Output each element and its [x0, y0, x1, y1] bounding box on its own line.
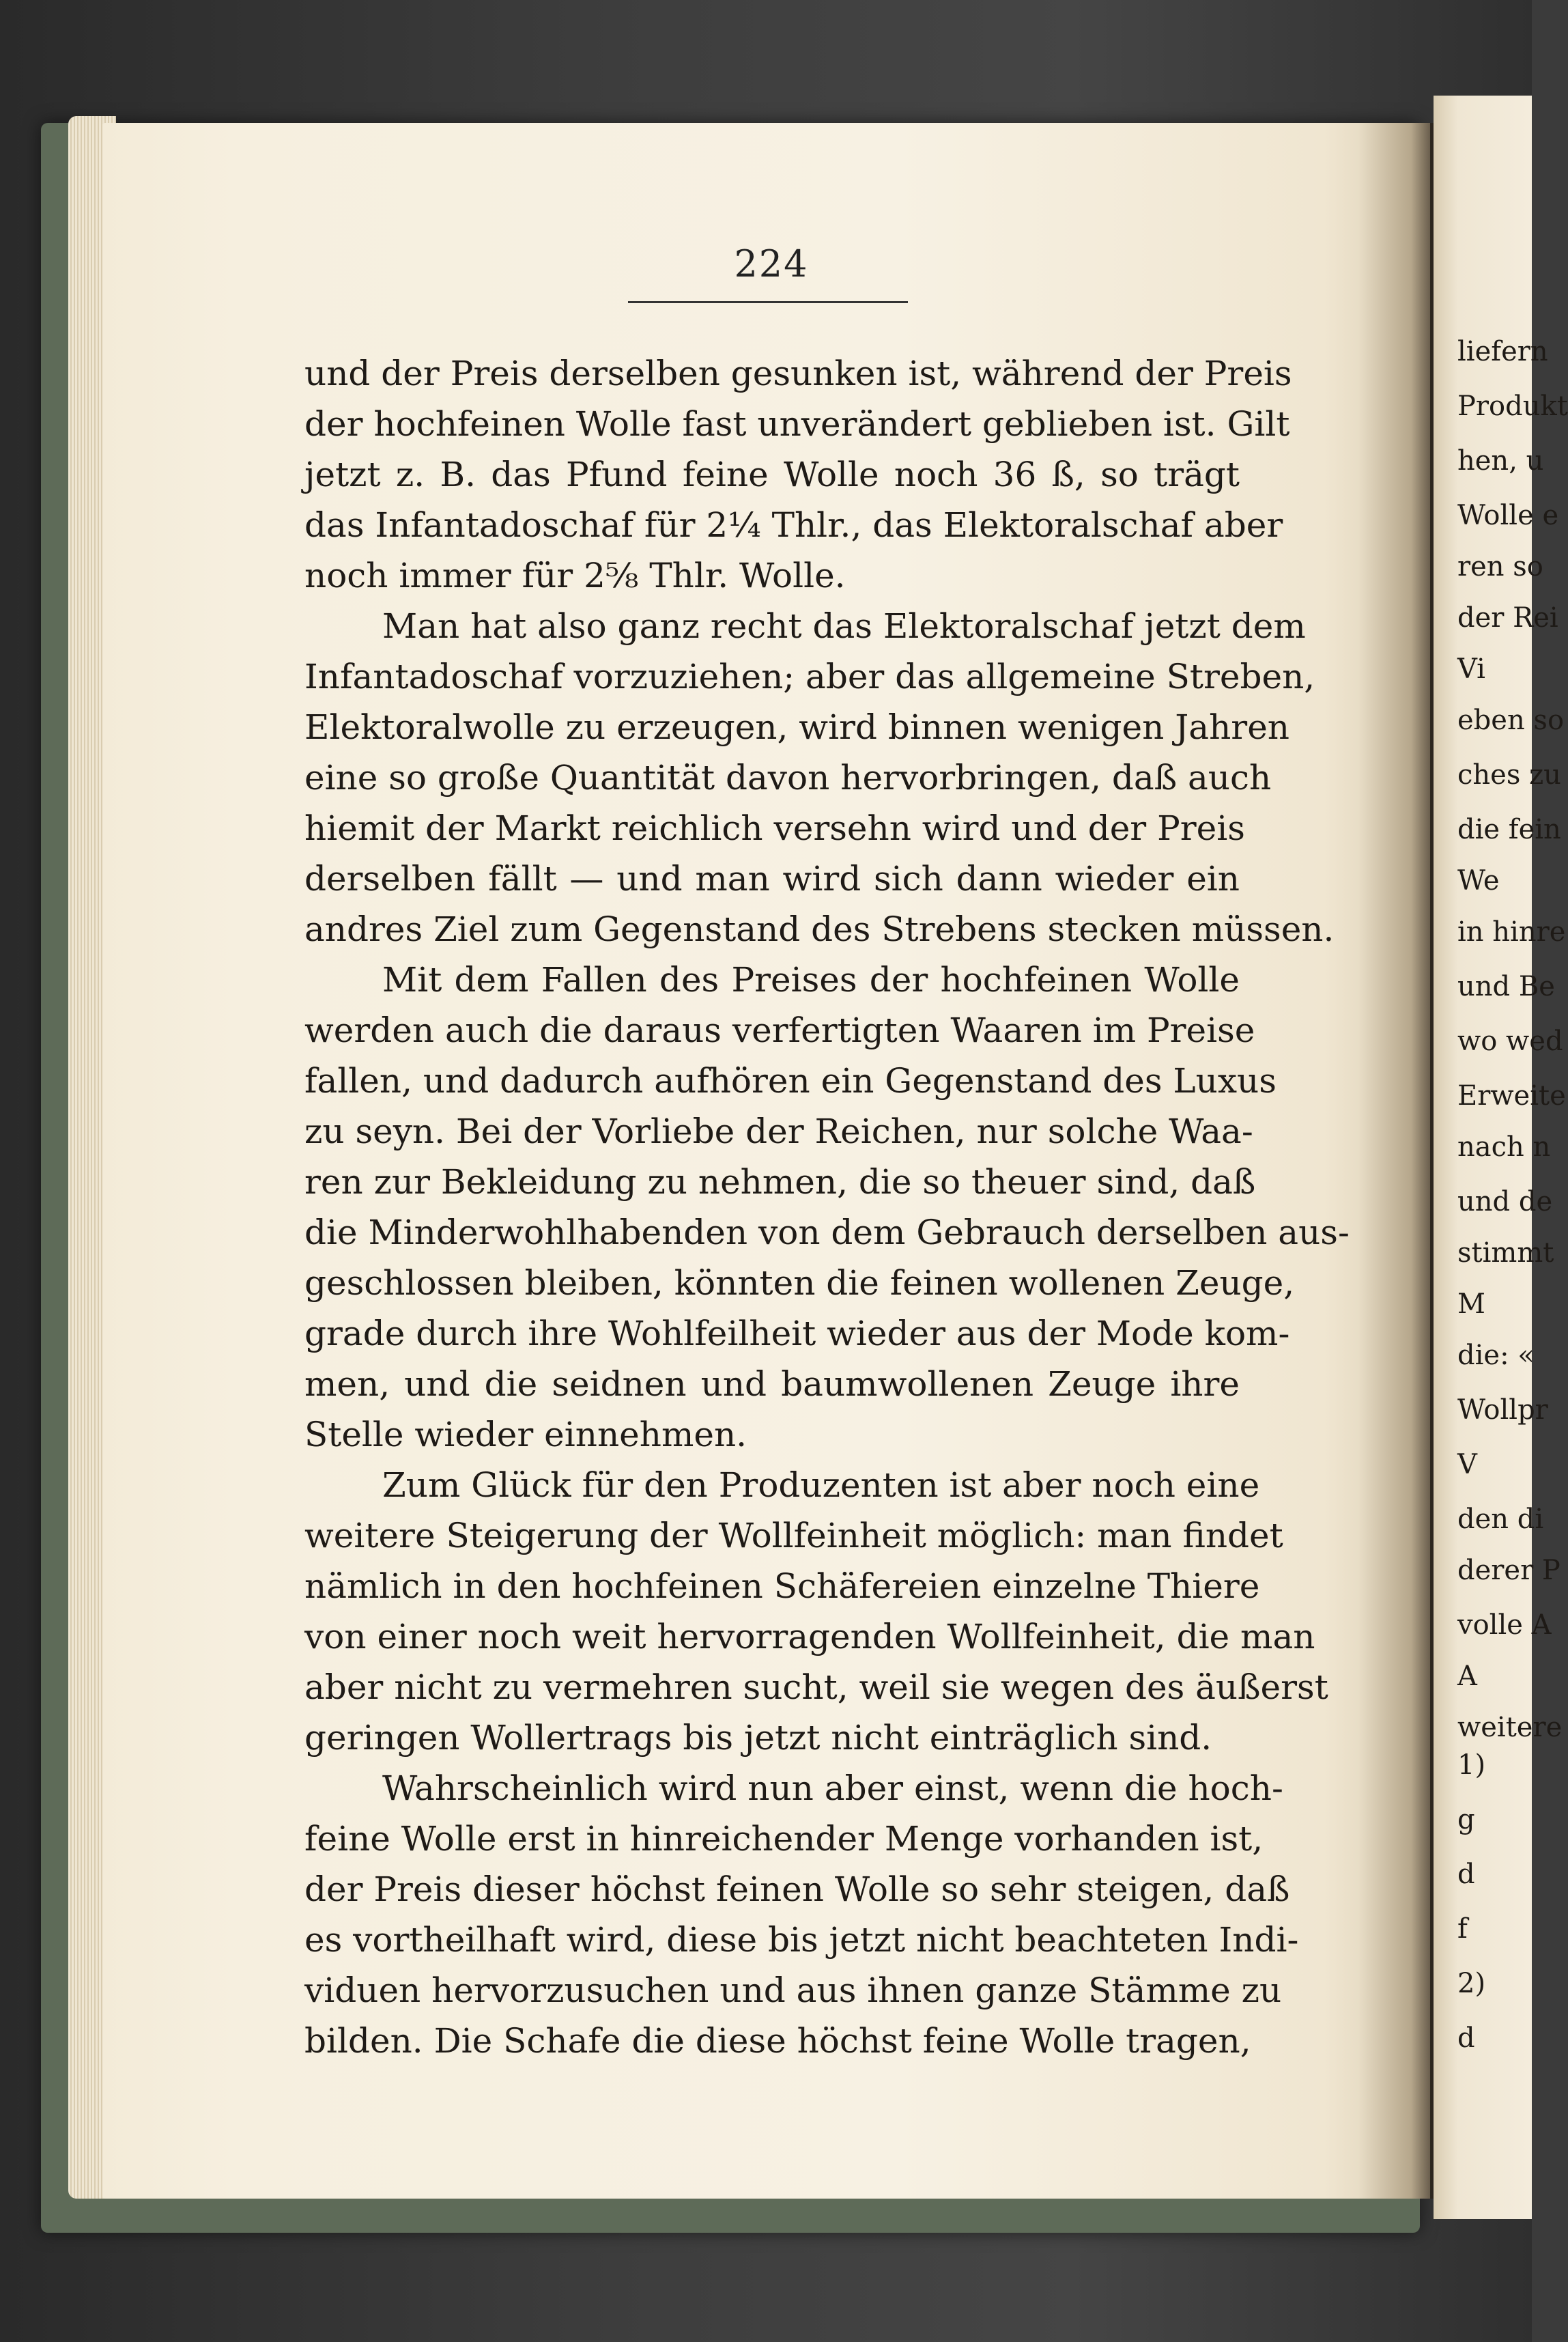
text-line: bilden. Die Schafe die diese höchst feine Wolle tragen,: [304, 2021, 1251, 2061]
facing-page-fragment: hen, u: [1457, 445, 1544, 477]
text-line: Mit dem Fallen des Preises der hochfeinen Wolle: [382, 960, 1240, 1000]
text-line: andres Ziel zum Gegenstand des Strebens stecken müssen.: [304, 909, 1335, 949]
facing-page-fragment: d: [1457, 2022, 1475, 2054]
text-line: zu seyn. Bei der Vorliebe der Reichen, nur solche Waa-: [304, 1112, 1253, 1151]
facing-page-fragment: die: «: [1457, 1340, 1535, 1371]
facing-page-fragment: Produkt: [1457, 391, 1568, 422]
text-line: aber nicht zu vermehren sucht, weil sie wegen des äußerst: [304, 1667, 1328, 1707]
text-line: geringen Wollertrags bis jetzt nicht einträglich sind.: [304, 1718, 1212, 1758]
text-line: Man hat also ganz recht das Elektoralschaf jetzt dem: [382, 606, 1306, 646]
facing-page-fragment: in hinre: [1457, 916, 1566, 948]
facing-page-fragment: weitere: [1457, 1712, 1563, 1743]
text-line: Elektoralwolle zu erzeugen, wird binnen wenigen Jahren: [304, 707, 1289, 747]
facing-page-fragment: ches zu: [1457, 759, 1561, 791]
facing-page-fragment: 2): [1457, 1968, 1486, 1999]
facing-page-fragment: derer P: [1457, 1555, 1560, 1586]
facing-page-fragment: der Rei: [1457, 602, 1558, 634]
text-line: die Minderwohlhabenden von dem Gebrauch derselben aus-: [304, 1213, 1350, 1252]
facing-page-fragment: d: [1457, 1859, 1475, 1890]
facing-page-fragment: nach n: [1457, 1131, 1551, 1163]
text-line: werden auch die daraus verfertigten Waaren im Preise: [304, 1011, 1255, 1050]
facing-page-fragment: die fein: [1457, 814, 1561, 845]
text-line: Zum Glück für den Produzenten ist aber noch eine: [382, 1465, 1260, 1505]
facing-page-fragment: 1): [1457, 1749, 1486, 1781]
text-line: noch immer für 2⅝ Thlr. Wolle.: [304, 556, 846, 595]
text-line: jetzt z. B. das Pfund feine Wolle noch 36 ß, so trägt: [304, 455, 1240, 494]
text-line: derselben fällt — und man wird sich dann wieder ein: [304, 859, 1240, 899]
text-line: Infantadoschaf vorzuziehen; aber das allgemeine Streben,: [304, 657, 1315, 696]
text-line: ren zur Bekleidung zu nehmen, die so theuer sind, daß: [304, 1162, 1256, 1202]
text-line: fallen, und dadurch aufhören ein Gegenstand des Luxus: [304, 1061, 1277, 1101]
text-line: von einer noch weit hervorragenden Wollfeinheit, die man: [304, 1617, 1315, 1656]
text-line: das Infantadoschaf für 2¼ Thlr., das Elektoralschaf aber: [304, 505, 1283, 545]
facing-page-fragment: g: [1457, 1804, 1475, 1835]
text-line: es vortheilhaft wird, diese bis jetzt nicht beachteten Indi-: [304, 1920, 1299, 1960]
facing-page-fragment: den di: [1457, 1504, 1544, 1535]
text-line: der hochfeinen Wolle fast unverändert geblieben ist. Gilt: [304, 404, 1290, 444]
header-rule: [628, 301, 908, 303]
facing-page-fragment: Erweite: [1457, 1080, 1566, 1112]
facing-page-fragment: V: [1457, 1449, 1477, 1480]
text-line: viduen hervorzusuchen und aus ihnen ganze Stämme zu: [304, 1971, 1282, 2010]
facing-page-fragment: We: [1457, 865, 1500, 897]
facing-page-fragment: liefern: [1457, 336, 1548, 367]
text-line: hiemit der Markt reichlich versehn wird und der Preis: [304, 808, 1245, 848]
facing-page-fragment: ren so: [1457, 551, 1543, 582]
text-line: feine Wolle erst in hinreichender Menge vorhanden ist,: [304, 1819, 1264, 1859]
text-line: nämlich in den hochfeinen Schäfereien einzelne Thiere: [304, 1566, 1260, 1606]
text-line: Wahrscheinlich wird nun aber einst, wenn die hoch-: [382, 1768, 1283, 1808]
book-gutter: [1358, 123, 1434, 2199]
text-line: der Preis dieser höchst feinen Wolle so sehr steigen, daß: [304, 1870, 1290, 1909]
text-line: geschlossen bleiben, könnten die feinen wollenen Zeuge,: [304, 1263, 1295, 1303]
facing-page-fragment: volle A: [1457, 1609, 1552, 1641]
facing-page-fragment: Vi: [1457, 653, 1485, 685]
facing-page-fragment: Wolle e: [1457, 500, 1559, 531]
text-line: Stelle wieder einnehmen.: [304, 1415, 747, 1454]
text-line: und der Preis derselben gesunken ist, während der Preis: [304, 354, 1292, 393]
text-line: weitere Steigerung der Wollfeinheit möglich: man findet: [304, 1516, 1283, 1555]
text-line: eine so große Quantität davon hervorbringen, daß auch: [304, 758, 1272, 798]
facing-page-fragment: Wollpr: [1457, 1394, 1548, 1426]
facing-page-fragment: stimmt: [1457, 1237, 1554, 1269]
facing-page-fragment: und de: [1457, 1186, 1553, 1217]
text-line: grade durch ihre Wohlfeilheit wieder aus der Mode kom-: [304, 1314, 1290, 1353]
facing-page-fragment: und Be: [1457, 971, 1555, 1002]
page-number: 224: [734, 242, 809, 285]
facing-page-fragment: eben so: [1457, 705, 1565, 736]
text-line: men, und die seidnen und baumwollenen Zeuge ihre: [304, 1364, 1240, 1404]
facing-page-fragment: M: [1457, 1288, 1485, 1320]
facing-page-fragment: f: [1457, 1913, 1468, 1945]
facing-page-fragment: A: [1457, 1661, 1477, 1692]
facing-page-fragment: wo wed: [1457, 1026, 1563, 1057]
